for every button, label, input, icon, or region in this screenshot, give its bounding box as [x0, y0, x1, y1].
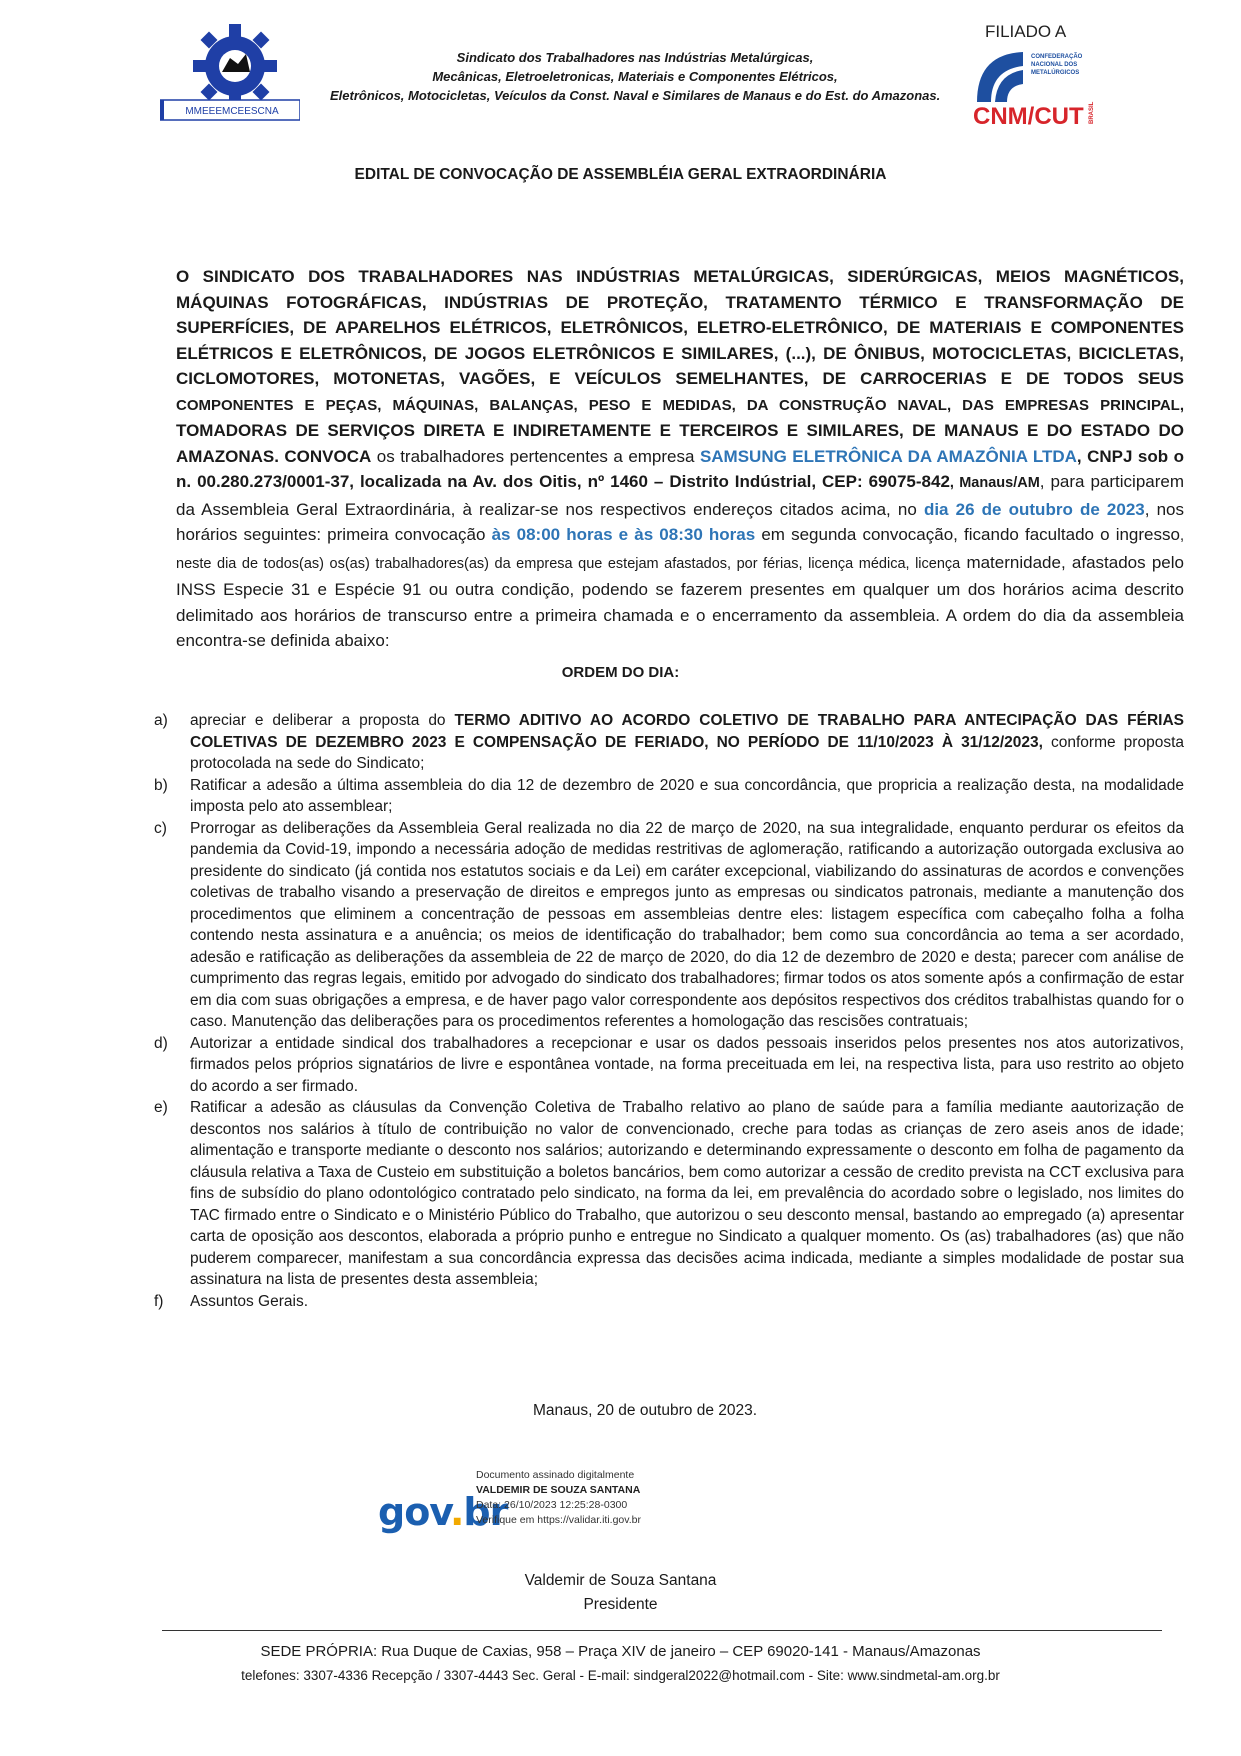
intro-text-small: , neste dia de todos(as) os(as) trabalhadores(as) da empresa que estejam afastados, por férias, licença médica, licença — [176, 528, 1184, 572]
agenda-item — [150, 1291, 1184, 1313]
agenda-marker: e) — [154, 1099, 168, 1116]
union-name-line: Sindicato dos Trabalhadores nas Indústrias Metalúrgicas, — [456, 50, 814, 65]
svg-text:NACIONAL DOS: NACIONAL DOS — [1031, 62, 1078, 68]
union-full-name-end: TOMADORAS DE SERVIÇOS DIRETA E INDIRETAMENTE E TERCEIROS E SIMILARES, DE MANAUS E DO ESTADO DO AMAZONAS. CONVOCA — [176, 421, 1184, 466]
svg-text:CONFEDERAÇÃO: CONFEDERAÇÃO — [1031, 54, 1083, 60]
union-name — [330, 48, 940, 105]
agenda-marker: c) — [154, 819, 167, 837]
govbr-logo-br: br — [463, 1490, 508, 1534]
digital-signature — [378, 1468, 698, 1548]
agenda-marker: a) — [154, 712, 168, 729]
svg-text:MMEEEMCEESCNA: MMEEEMCEESCNA — [185, 106, 279, 117]
assembly-date: dia 26 de outubro de 2023 — [923, 499, 1145, 519]
company-address: , CNPJ sob o n. 00.280.273/0001-37, localizada na Av. dos Oitis, nº 1460 – Distrito Indústrial, CEP: 69075-842 — [176, 446, 1184, 491]
intro-text: , nos horários seguintes: primeira convocação — [176, 499, 1185, 544]
agenda-marker: b) — [154, 776, 168, 794]
signature-name: VALDEMIR DE SOUZA SANTANA — [476, 1484, 641, 1496]
agenda-text: Autorizar a entidade sindical dos trabalhadores a recepcionar e usar os dados pessoais inseridos pelos presentes nos atos autorizativos, firmados pelos próprios signatários de livre e espontânea vontade, na forma preceituada em lei, na respectiva lista, para uso restrito ao objeto do acordo a ser firmado. — [190, 1034, 1184, 1095]
signature-caption: Documento assinado digitalmente — [476, 1469, 635, 1481]
assembly-times: às 08:00 horas e às 08:30 horas — [491, 525, 756, 544]
union-name-line: Mecânicas, Eletroeletronicas, Materiais e Componentes Elétricos, — [432, 69, 838, 84]
intro-text: em segunda convocação, ficando facultado o ingresso — [755, 525, 1180, 544]
signature-date: Data: 26/10/2023 12:25:28-0300 — [476, 1499, 628, 1511]
svg-text:CNM/CUT: CNM/CUT — [973, 103, 1084, 130]
svg-text:METALÚRGICOS: METALÚRGICOS — [1031, 70, 1080, 76]
company-city: , Manaus/AM — [949, 475, 1040, 491]
footer-address: SEDE PRÓPRIA: Rua Duque de Caxias, 958 – Praça XIV de janeiro – CEP 69020-141 - Manaus/Amazonas — [260, 1643, 981, 1660]
govbr-logo-gov: gov — [378, 1490, 450, 1534]
agenda-text: apreciar e deliberar a proposta do — [190, 712, 455, 729]
signature-details — [476, 1468, 641, 1528]
intro-text: , para participarem da Assembleia Geral Extraordinária, à realizar-se nos respectivos endereços citados acima, no — [176, 472, 1185, 519]
intro-text: maternidade, afastados pelo INSS Especie 31 e Espécie 91 ou outra condição, podendo se fazerem presentes em qualquer um dos horários acima descrito delimitado aos horários de transcurso entre a primeira chamada e o encerramento da assembleia. A ordem do dia da assembleia encontra-se definida abaixo: — [176, 552, 1184, 650]
agenda-text: conforme proposta protocolada na sede do Sindicato; — [190, 733, 1184, 772]
agenda-marker: d) — [154, 1034, 168, 1052]
document-title: EDITAL DE CONVOCAÇÃO DE ASSEMBLÉIA GERAL EXTRAORDINÁRIA — [354, 166, 887, 183]
agenda-text: Assuntos Gerais. — [190, 1292, 309, 1310]
company-name: SAMSUNG ELETRÔNICA DA AMAZÔNIA LTDA — [699, 446, 1077, 466]
agenda-item — [150, 710, 1184, 775]
affiliation-label: FILIADO A — [985, 22, 1067, 41]
union-full-name-cont: COMPONENTES E PEÇAS, MÁQUINAS, BALANÇAS, PESO E MEDIDAS, DA CONSTRUÇÃO NAVAL, DAS EMPRESAS PRINCIPAL, — [176, 396, 1184, 414]
agenda-text: Ratificar a adesão as cláusulas da Convenção Coletiva de Trabalho relativo ao plano de saúde para a família mediante aautorização de descontos nos salários à título de contribuição no valor de convencionado, creche para todas as crianças de zero aseis anos de idade; alimentação e transporte mediante o desconto nos salários; autorizando e determinando expressamente o desconto em folha de pagamento da cláusula relativa a Taxa de Custeio em substituição a boletos bancários, bem como autorizar a cessão de credito prevista na CCT exclusiva para fins de subsídio do plano odontológico contratado pelo sindicato, na forma da lei, em prevalência do acordado sobre o legislado, nos limites do TAC firmado entre o Sindicato e o Ministério Público do Trabalho, que autorizou o seu desconto mensal, bastando ao empregado (a) apresentar carta de oposição aos descontos, elaborada a próprio punho e entregue no Sindicato a qualquer momento. Os (as) trabalhadores (as) que não puderem comparecer, manifestam a sua concordância expressa das decisões acima indicada, mediante a simples modalidade de postar sua assinatura na lista de presentes desta assembleia; — [190, 1099, 1184, 1288]
intro-text: os trabalhadores pertencentes a empresa — [371, 446, 700, 466]
union-full-name: O SINDICATO DOS TRABALHADORES NAS INDÚSTRIAS METALÚRGICAS, SIDERÚRGICAS, MEIOS MAGNÉTICOS, MÁQUINAS FOTOGRÁFICAS, INDÚSTRIAS DE PROTEÇÃO, TRATAMENTO TÉRMICO E TRANSFORMAÇÃO DE SUPERFÍCIES, DE APARELHOS ELÉTRICOS, ELETRÔNICOS, ELETRO-ELETRÔNICO, DE MATERIAIS E COMPONENTES ELÉTRICOS E ELETRÔNICOS, DE JOGOS ELETRÔNICOS E SIMILARES, (...), DE ÔNIBUS, MOTOCICLETAS, BICICLETAS, CICLOMOTORES, MOTONETAS, VAGÕES, E VEÍCULOS SEMELHANTES, DE CARROCERIAS E DE TODOS SEUS — [176, 267, 1184, 388]
signer-name: Valdemir de Souza Santana — [524, 1572, 717, 1589]
agenda-heading: ORDEM DO DIA: — [561, 664, 680, 681]
agenda-marker: f) — [154, 1292, 164, 1310]
affiliation-block — [965, 20, 1105, 130]
union-logo — [160, 20, 300, 126]
footer-contacts: telefones: 3307-4336 Recepção / 3307-4443 Sec. Geral - E-mail: sindgeral2022@hotmail.com - Site: www.sindmetal-am.org.br — [241, 1668, 1000, 1683]
govbr-logo-dot: . — [449, 1490, 464, 1534]
union-name-line: Eletrônicos, Motocicletas, Veículos da Const. Naval e Similares de Manaus e do Est. do Amazonas. — [330, 88, 941, 103]
footer-divider — [162, 1630, 1162, 1631]
agenda-item — [150, 775, 1184, 818]
agenda-text: Prorrogar as deliberações da Assembleia Geral realizada no dia 22 de março de 2020, na sua integralidade, enquanto perdurar os efeitos da pandemia da Covid-19, impondo a necessária adoção de medidas restritivas de aglomeração, ratificando a autorização outorgada exclusiva ao presidente do sindicato (já contida nos estatutos sociais e da Lei) em caráter excepcional, viabilizando do assinaturas de acordos e convenções coletivas de trabalho visando a preservação de direitos e empregos junto as empresas ou sindicatos patronais, mediante a manutenção dos procedimentos que eliminem a concentração de pessoas em assembleias dentre eles: listagem específica com cabeçalho folha a folha contendo nesta assinatura e a anuência; os meios de identificação do trabalhador; bem como sua concordância ao tema a ser acordado, adesão e ratificação as deliberações da assembleia de 22 de março de 2020, do dia 12 de dezembro de 2020 e desta; parecer com análise de cumprimento das regras legais, emitido por advogado do sindicato dos trabalhadores; firmar todos os atos somente após a confirmação de estar em dia com suas obrigações a empresa, e de haver pago valor correspondente aos depósitos respectivos dos créditos trabalhistas quando for o caso. Manutenção das deliberações para os procedimentos referentes a homologação das rescisões contratuais; — [190, 819, 1184, 1030]
signature-verify: Verifique em https://validar.iti.gov.br — [476, 1514, 641, 1526]
agenda-text: Ratificar a adesão a última assembleia do dia 12 de dezembro de 2020 e sua concordância, que propricia a realização desta, na modalidade imposta pelo ato assemblear; — [190, 776, 1184, 815]
agenda-item — [150, 1033, 1184, 1098]
agenda-text-bold: TERMO ADITIVO AO ACORDO COLETIVO DE TRABALHO PARA ANTECIPAÇÃO DAS FÉRIAS COLETIVAS DE DEZEMBRO 2023 E COMPENSAÇÃO DE FERIADO, NO PERÍODO DE 11/10/2023 À 31/12/2023, — [190, 712, 1184, 751]
svg-text:BRASIL: BRASIL — [1089, 101, 1095, 124]
cnm-cut-logo — [965, 44, 1105, 130]
signer-role: Presidente — [583, 1596, 658, 1613]
place-and-date: Manaus, 20 de outubro de 2023. — [532, 1402, 758, 1419]
agenda-item — [150, 818, 1184, 1033]
convocation-paragraph — [176, 264, 1184, 654]
agenda-list — [150, 710, 1184, 1312]
agenda-item — [150, 1097, 1184, 1291]
